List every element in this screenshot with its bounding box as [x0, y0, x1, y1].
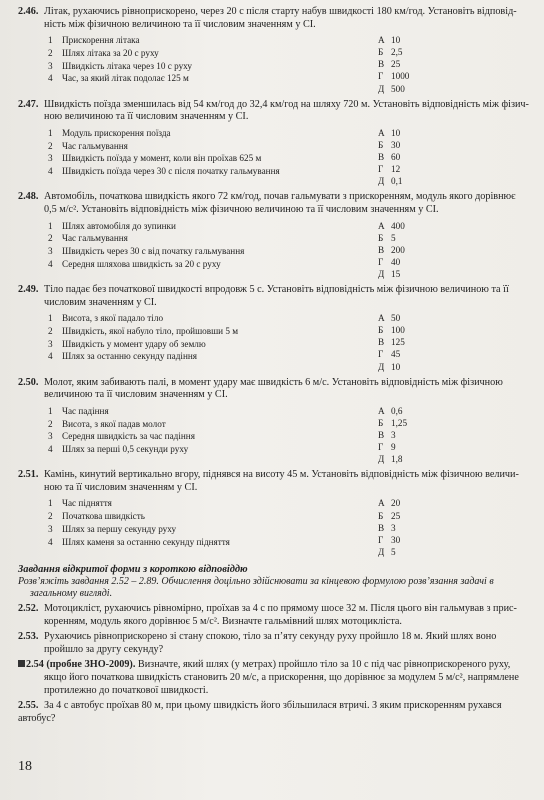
answer-letter: В — [378, 152, 385, 163]
problem-number: 2.50. — [18, 376, 39, 388]
answer-option — [378, 510, 498, 522]
item-text: Час гальмування — [62, 233, 128, 244]
item-number: 1 — [48, 405, 53, 416]
answer-option — [378, 453, 498, 465]
item-number: 2 — [48, 140, 53, 151]
problem-text-line1: Літак, рухаючись рівноприскорено, через 20 с після старту набув швидкості 180 км/год. Установіть відповід- — [44, 6, 517, 17]
matching-problem — [18, 191, 538, 280]
open-problem-252 — [18, 603, 538, 628]
answer-option — [378, 497, 498, 509]
problem-statement — [18, 191, 538, 216]
problem-text-line2: якщо його початкова швидкість становить 20 м/с, а прискорення, що дорівнює за модулем 5 м/с², напрямлене — [44, 671, 519, 683]
item-number: 2 — [48, 511, 53, 522]
quantity-item — [48, 536, 378, 549]
answer-letter: Д — [378, 546, 385, 557]
quantity-item — [48, 232, 378, 245]
answer-letter: А — [378, 220, 385, 231]
problem-text-line1: Камінь, кинутий вертикально вгору, піднявся на висоту 45 м. Установіть відповідність між фізичною величи- — [44, 469, 519, 481]
item-text: Висота, з якої падало тіло — [62, 313, 164, 324]
answer-option — [378, 546, 498, 558]
item-text: Час падіння — [62, 405, 109, 416]
item-number: 3 — [48, 60, 53, 71]
matching-columns — [18, 312, 538, 372]
answer-letter: А — [378, 313, 385, 324]
answer-letter: А — [378, 405, 385, 416]
section-note — [18, 576, 538, 600]
item-number: 3 — [48, 338, 53, 349]
answer-value: 45 — [391, 349, 401, 360]
answer-value: 3 — [391, 522, 396, 533]
answer-list — [378, 405, 498, 465]
answer-option — [378, 348, 498, 360]
quantity-item — [48, 245, 378, 258]
answer-value: 20 — [391, 498, 401, 509]
item-number: 4 — [48, 258, 53, 269]
quantity-item — [48, 312, 378, 325]
section-note-line1: Розв’яжіть завдання 2.52 – 2.89. Обчислення доцільно здійснювати за кінцевою формулою розв’язання задачі в — [18, 575, 494, 587]
answer-value: 9 — [391, 442, 396, 453]
answer-option — [378, 220, 498, 232]
answer-letter: Г — [378, 349, 384, 360]
matching-problem — [18, 469, 538, 558]
matching-problem — [18, 377, 538, 466]
quantity-list — [18, 312, 378, 372]
problem-text-line2: коренням, модуль якого дорівнює 5 м/с². Визначте гальмівний шлях мотоцикліста. — [44, 615, 402, 627]
problem-number: 2.46. — [18, 6, 39, 17]
problem-text-line2: ною величиною та її числовим значенням у СІ. — [44, 111, 249, 123]
problem-text-line2: 0,5 м/с². Установіть відповідність між фізичною величиною та її числовим значенням у СІ. — [44, 203, 439, 215]
matching-columns — [18, 34, 538, 94]
answer-option — [378, 441, 498, 453]
answer-option — [378, 232, 498, 244]
quantity-item — [48, 443, 378, 456]
answer-value: 1,8 — [391, 454, 403, 465]
quantity-item — [48, 47, 378, 60]
answer-option — [378, 256, 498, 268]
answer-letter: Б — [378, 417, 384, 428]
matching-columns — [18, 497, 538, 557]
answer-letter: В — [378, 522, 385, 533]
problem-text-line1: Мотоцикліст, рухаючись рівномірно, проїхав за 4 с по прямому шосе 32 м. Після цього він гальмував з прис- — [44, 602, 517, 614]
item-number: 3 — [48, 245, 53, 256]
answer-option — [378, 83, 498, 95]
answer-option — [378, 336, 498, 348]
matching-problems — [18, 6, 538, 558]
answer-option — [378, 534, 498, 546]
answer-value: 1,25 — [391, 417, 408, 428]
item-number: 4 — [48, 351, 53, 362]
answer-option — [378, 417, 498, 429]
problem-text-line2: пройшло за другу секунду? — [44, 643, 164, 655]
answer-letter: Б — [378, 47, 384, 58]
problem-number: 2.54 (пробне ЗНО-2009). — [26, 659, 136, 671]
answer-letter: Б — [378, 232, 384, 243]
item-text: Час підняття — [62, 498, 112, 509]
quantity-item — [48, 258, 378, 271]
answer-option — [378, 139, 498, 151]
quantity-item — [48, 34, 378, 47]
item-number: 1 — [48, 35, 53, 46]
quantity-item — [48, 325, 378, 338]
answer-letter: Д — [378, 361, 385, 372]
item-number: 2 — [48, 47, 53, 58]
quantity-list — [18, 220, 378, 280]
answer-value: 0,6 — [391, 405, 403, 416]
answer-value: 10 — [391, 127, 401, 138]
item-number: 2 — [48, 418, 53, 429]
answer-value: 10 — [391, 35, 401, 46]
answer-value: 10 — [391, 361, 401, 372]
quantity-list — [18, 497, 378, 557]
answer-option — [378, 361, 498, 373]
answer-option — [378, 324, 498, 336]
item-text: Швидкість у момент удару об землю — [62, 338, 206, 349]
problem-statement — [18, 99, 538, 124]
problem-text-line2: величиною та її числовим значенням у СІ. — [44, 389, 228, 401]
answer-option — [378, 127, 498, 139]
answer-letter: А — [378, 127, 385, 138]
answer-list — [378, 34, 498, 94]
item-number: 2 — [48, 325, 53, 336]
page-content — [18, 6, 538, 725]
item-number: 1 — [48, 127, 53, 138]
answer-value: 400 — [391, 220, 405, 231]
open-problem-253 — [18, 631, 538, 656]
answer-value: 40 — [391, 256, 401, 267]
section-title: Завдання відкритої форми з короткою відповіддю — [18, 563, 248, 575]
answer-option — [378, 429, 498, 441]
answer-option — [378, 268, 498, 280]
item-number: 1 — [48, 498, 53, 509]
answer-letter: Г — [378, 442, 384, 453]
answer-letter: Б — [378, 139, 384, 150]
matching-columns — [18, 220, 538, 280]
answer-value: 2,5 — [391, 47, 403, 58]
open-problem-255 — [18, 700, 538, 725]
answer-option — [378, 46, 498, 58]
problem-text-line2: ність між фізичною величиною та її числовим значенням у СІ. — [44, 18, 316, 30]
page-number: 18 — [18, 759, 32, 774]
problem-statement — [18, 469, 538, 494]
section-note-line2: загальному вигляді. — [30, 587, 113, 599]
answer-value: 500 — [391, 83, 405, 94]
problem-number: 2.47. — [18, 98, 39, 110]
answer-option — [378, 151, 498, 163]
problem-number: 2.51. — [18, 469, 39, 481]
answer-value: 50 — [391, 313, 401, 324]
item-text: Середня шляхова швидкість за 20 с руху — [62, 258, 221, 269]
answer-letter: В — [378, 430, 385, 440]
answer-option — [378, 58, 498, 70]
item-text: Швидкість літака через 10 с руху — [62, 60, 193, 71]
item-number: 4 — [48, 536, 53, 547]
quantity-item — [48, 140, 378, 153]
item-number: 4 — [48, 443, 53, 454]
answer-letter: Д — [378, 454, 385, 465]
answer-letter: Б — [378, 325, 384, 336]
problem-number: 2.53. — [18, 631, 39, 643]
answer-letter: А — [378, 35, 385, 46]
item-number: 4 — [48, 73, 53, 84]
answer-value: 5 — [391, 232, 396, 243]
problem-text-line1: Визначте, який шлях (у метрах) пройшло тіло за 10 с під час рівноприскореного руху, — [135, 659, 511, 671]
answer-option — [378, 163, 498, 175]
problem-text-line1: За 4 с автобус проїхав 80 м, при цьому швидкість його збільшилася втричі. З яким прискоренням рухався автобус? — [18, 700, 502, 724]
answer-value: 25 — [391, 510, 401, 521]
item-text: Шлях літака за 20 с руху — [62, 47, 159, 58]
problem-text-line2: ною та її числовим значенням у СІ. — [44, 481, 198, 493]
answer-option — [378, 522, 498, 534]
answer-list — [378, 220, 498, 280]
problem-text-line1: Автомобіль, початкова швидкість якого 72 км/год, почав гальмувати з прискоренням, модуль якого дорівнює — [44, 191, 516, 203]
item-number: 1 — [48, 313, 53, 324]
answer-value: 200 — [391, 244, 405, 255]
answer-value: 25 — [391, 59, 401, 70]
answer-option — [378, 34, 498, 46]
answer-list — [378, 127, 498, 187]
item-text: Прискорення літака — [62, 35, 140, 46]
matching-columns — [18, 405, 538, 465]
item-text: Швидкість, якої набуло тіло, пройшовши 5 м — [62, 325, 239, 336]
answer-letter: Д — [378, 268, 385, 279]
problem-text-line1: Тіло падає без початкової швидкості впродовж 5 с. Установіть відповідність між фізичною величиною та її — [44, 283, 509, 295]
problem-statement — [18, 284, 538, 309]
item-text: Швидкість поїзда через 30 с після початку гальмування — [62, 165, 280, 176]
answer-value: 5 — [391, 546, 396, 557]
answer-letter: В — [378, 59, 385, 70]
problem-text-line1: Швидкість поїзда зменшилась від 54 км/год до 32,4 км/год на шляху 720 м. Установіть відповідність між фізич- — [44, 98, 529, 110]
item-text: Шлях за першу секунду руху — [62, 523, 177, 534]
quantity-item — [48, 523, 378, 536]
item-number: 2 — [48, 233, 53, 244]
answer-value: 1000 — [391, 71, 410, 82]
quantity-item — [48, 152, 378, 165]
quantity-item — [48, 510, 378, 523]
answer-letter: Г — [378, 164, 384, 175]
quantity-item — [48, 60, 378, 73]
answer-letter: Д — [378, 176, 385, 187]
item-text: Шлях автомобіля до зупинки — [62, 220, 176, 231]
matching-columns — [18, 127, 538, 187]
problem-statement — [18, 377, 538, 402]
answer-letter: Г — [378, 71, 384, 82]
answer-letter: Г — [378, 256, 384, 267]
open-problem-254 — [18, 659, 538, 697]
problem-text-line2: числовим значенням у СІ. — [44, 296, 157, 308]
answer-value: 0,1 — [391, 176, 403, 187]
problem-statement — [18, 6, 538, 31]
answer-value: 12 — [391, 164, 401, 175]
item-text: Шлях каменя за останню секунду підняття — [62, 536, 230, 547]
answer-value: 15 — [391, 268, 401, 279]
item-text: Модуль прискорення поїзда — [62, 127, 171, 138]
answer-option — [378, 312, 498, 324]
matching-problem — [18, 6, 538, 95]
quantity-item — [48, 165, 378, 178]
answer-option — [378, 405, 498, 417]
answer-letter: А — [378, 498, 385, 509]
answer-value: 30 — [391, 534, 401, 545]
problem-number: 2.52. — [18, 602, 39, 614]
answer-option — [378, 244, 498, 256]
quantity-item — [48, 338, 378, 351]
answer-letter: Д — [378, 83, 385, 94]
answer-value: 30 — [391, 139, 401, 150]
quantity-list — [18, 127, 378, 187]
answer-option — [378, 175, 498, 187]
problem-text-line3: протилежно до початкової швидкості. — [44, 684, 209, 696]
problem-number: 2.49. — [18, 283, 39, 295]
item-text: Висота, з якої падав молот — [62, 418, 166, 429]
marker-square-icon — [18, 660, 25, 667]
item-text: Середня швидкість за час падіння — [62, 431, 195, 442]
quantity-list — [18, 405, 378, 465]
problem-text-line1: Молот, яким забивають палі, в момент удару має швидкість 6 м/с. Установіть відповідність між фізичною — [44, 376, 503, 388]
item-number: 3 — [48, 431, 53, 442]
matching-problem — [18, 284, 538, 373]
answer-value: 3 — [391, 430, 396, 440]
answer-value: 125 — [391, 337, 405, 348]
quantity-item — [48, 127, 378, 140]
answer-letter: Г — [378, 534, 384, 545]
quantity-list — [18, 34, 378, 94]
answer-value: 60 — [391, 152, 401, 163]
item-number: 1 — [48, 220, 53, 231]
answer-letter: В — [378, 244, 385, 255]
item-text: Шлях за останню секунду падіння — [62, 351, 198, 362]
quantity-item — [48, 405, 378, 418]
item-number: 3 — [48, 153, 53, 164]
problem-number: 2.55. — [18, 700, 39, 712]
answer-letter: Б — [378, 510, 384, 521]
problem-text-line1: Рухаючись рівноприскорено зі стану спокою, тіло за п’яту секунду руху пройшло 18 м. Який шлях воно — [44, 631, 497, 643]
item-text: Час гальмування — [62, 140, 128, 151]
answer-option — [378, 70, 498, 82]
answer-list — [378, 312, 498, 372]
item-text: Час, за який літак подолає 125 м — [62, 73, 189, 84]
item-text: Швидкість поїзда у момент, коли він проїхав 625 м — [62, 153, 262, 164]
quantity-item — [48, 497, 378, 510]
item-text: Шлях за перші 0,5 секунди руху — [62, 443, 189, 454]
quantity-item — [48, 220, 378, 233]
quantity-item — [48, 418, 378, 431]
matching-problem — [18, 99, 538, 188]
answer-list — [378, 497, 498, 557]
problem-number: 2.48. — [18, 191, 39, 203]
answer-letter: В — [378, 337, 385, 348]
quantity-item — [48, 430, 378, 443]
answer-value: 100 — [391, 325, 405, 336]
quantity-item — [48, 72, 378, 85]
item-number: 4 — [48, 165, 53, 176]
item-text: Початкова швидкість — [62, 511, 145, 522]
item-number: 3 — [48, 523, 53, 534]
item-text: Швидкість через 30 с від початку гальмування — [62, 245, 245, 256]
quantity-item — [48, 350, 378, 363]
